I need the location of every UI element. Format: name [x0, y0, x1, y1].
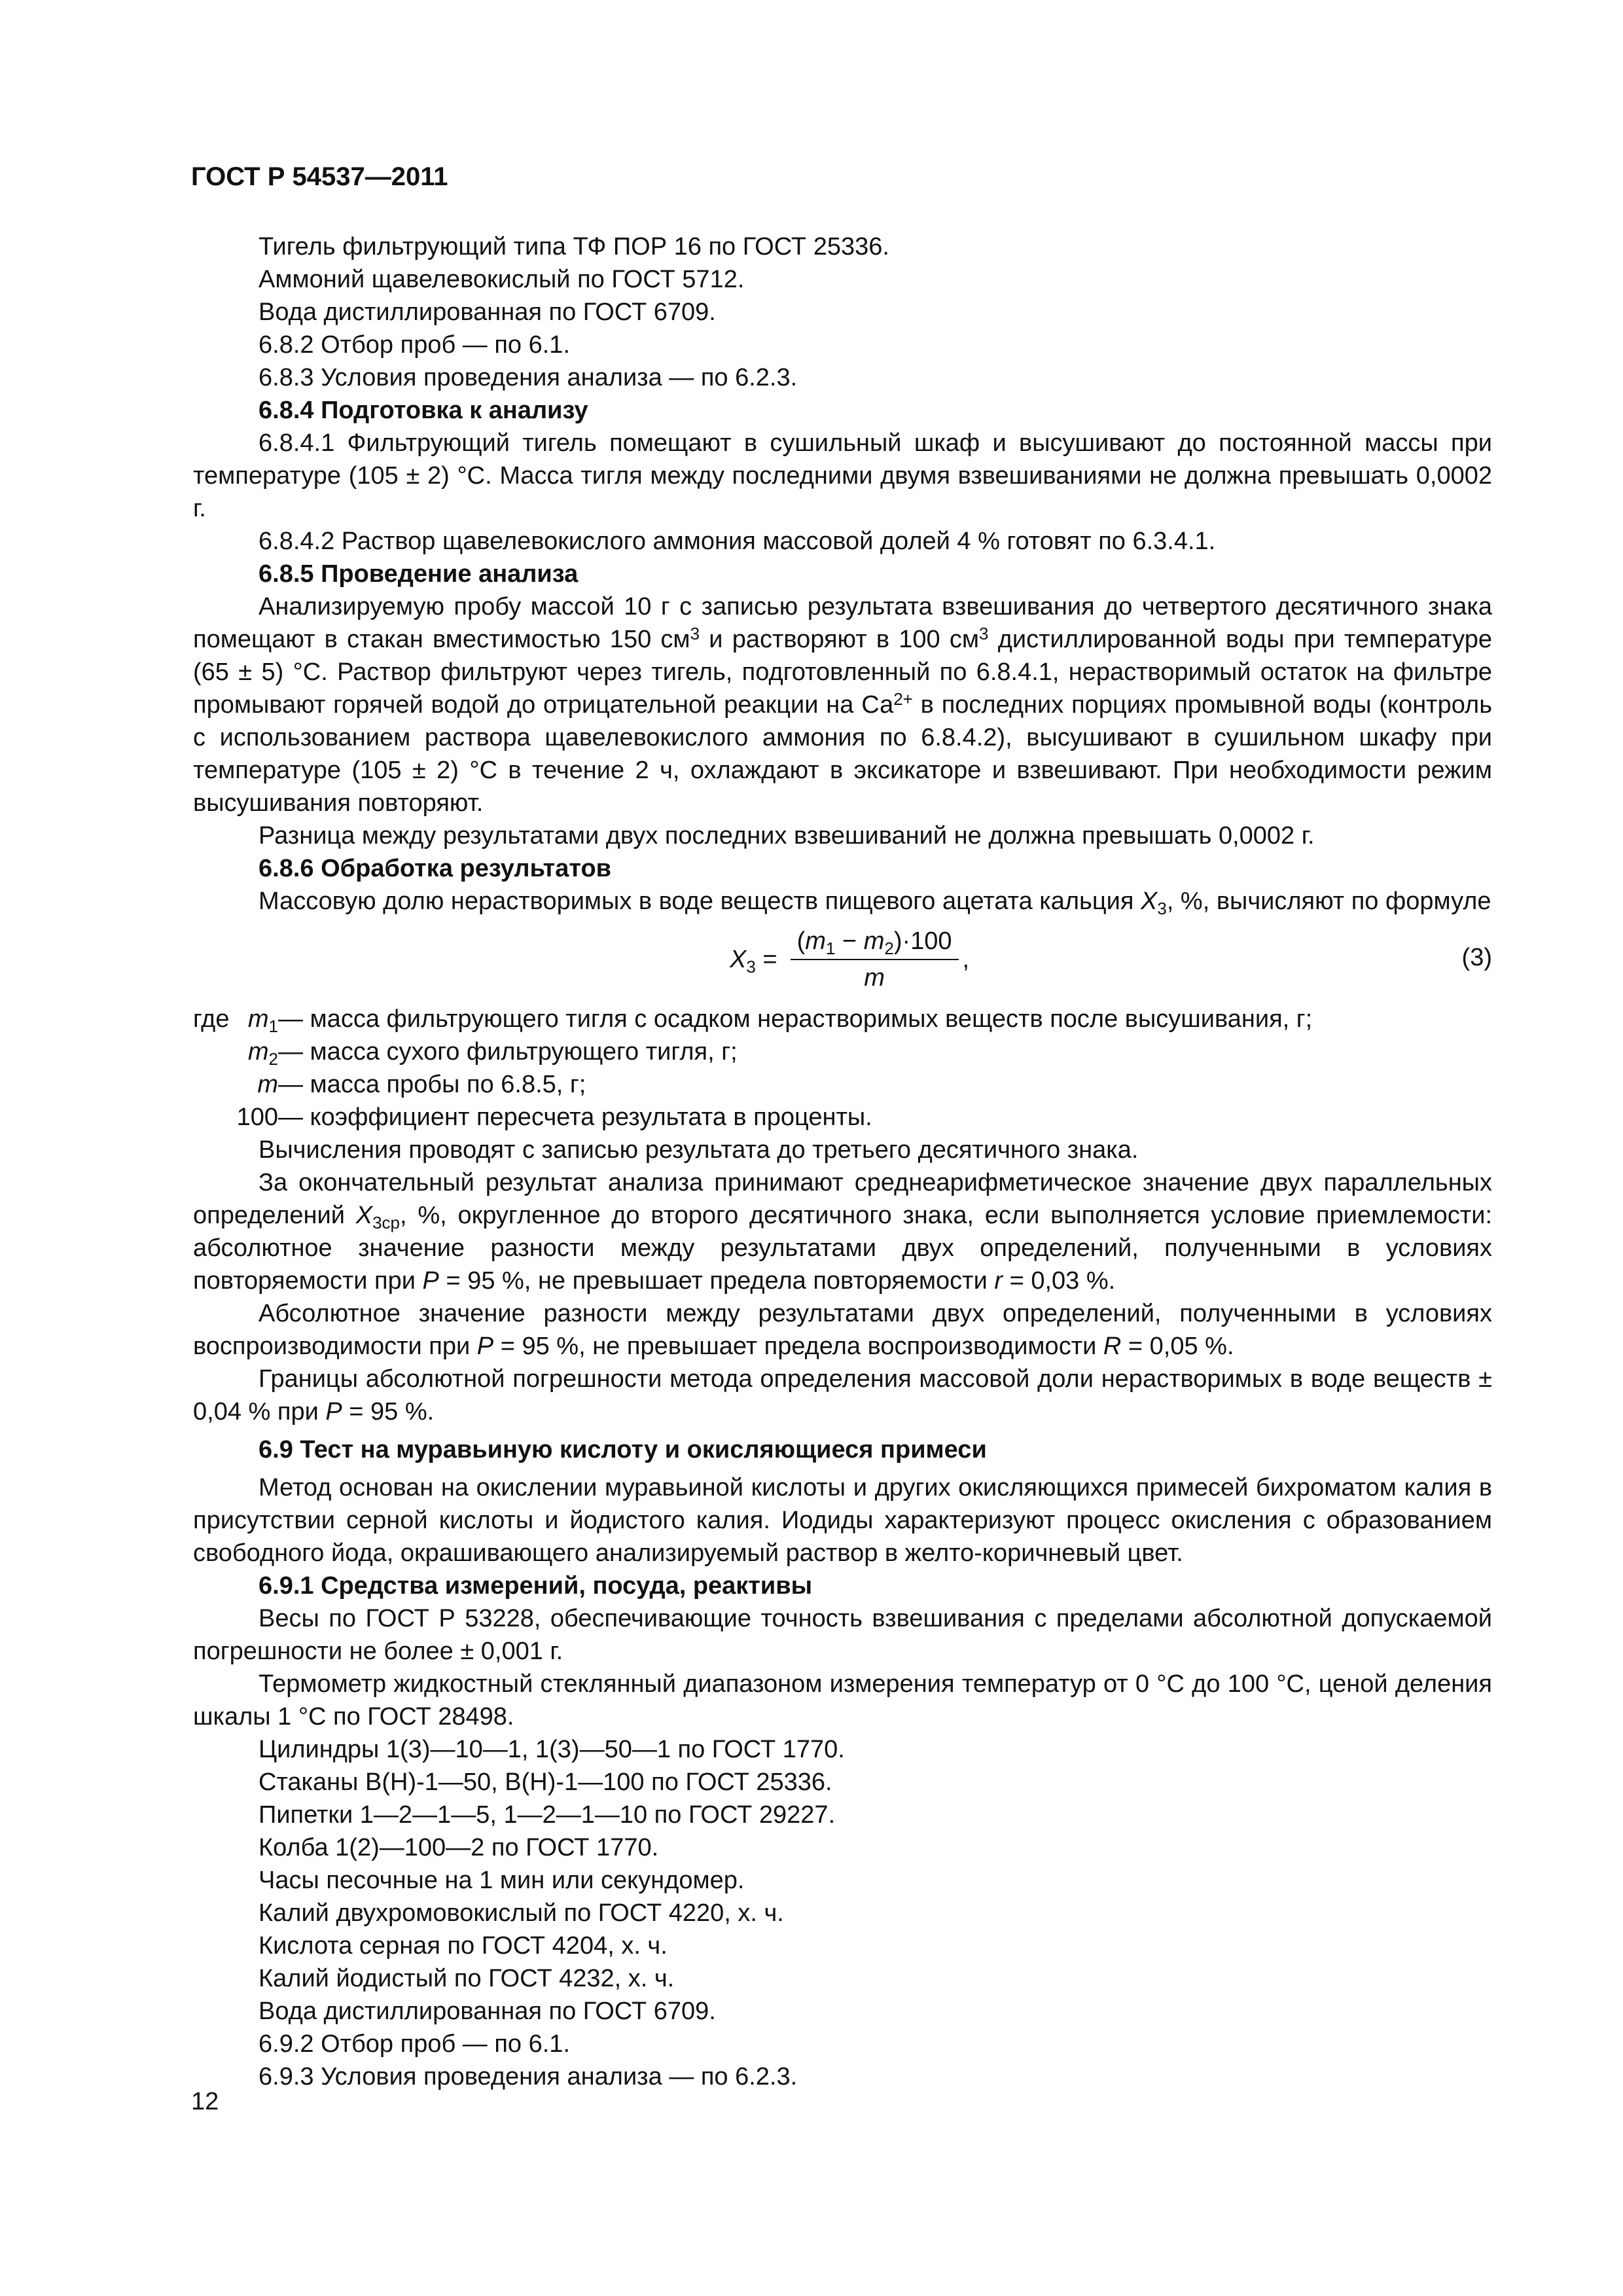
list-item: Стаканы В(Н)-1—50, В(Н)-1—100 по ГОСТ 25336. — [259, 1768, 832, 1796]
list-item: Колба 1(2)—100—2 по ГОСТ 1770. — [259, 1834, 659, 1861]
text-line: 6.8.2 Отбор проб — по 6.1. — [259, 331, 571, 359]
list-item: Вода дистиллированная по ГОСТ 6709. — [259, 1998, 716, 2025]
text-line: Тигель фильтрующий типа ТФ ПОР 16 по ГОСТ 25336. — [259, 233, 889, 260]
section-heading-6-8-5: 6.8.5 Проведение анализа — [259, 560, 579, 588]
list-item: Калий двухромовокислый по ГОСТ 4220, х. ч. — [259, 1899, 784, 1927]
formula-block — [193, 922, 1492, 1000]
paragraph: Весы по ГОСТ Р 53228, обеспечивающие точность взвешивания с пределами абсолютной допускаемой погрешности не более ± 0,001 г. — [193, 1605, 1492, 1665]
paragraph: Анализируемую пробу массой 10 г с записью результата взвешивания до четвертого десятичного знака помещают в стакан вместимостью 150 $см^3$ и растворяют в 100 $см^3$ дистиллированной воды при температуре (65 ± 5) °С. Раствор фильтруют через тигель, подготовленный по 6.8.4.1, нерастворимый остаток на фильтре промывают горячей водой до отрицательной реакции на $Са^{2+}$ в последних порциях промывной воды (контроль с использованием раствора щавелевокислого аммония по 6.8.4.2), высушивают в сушильном шкафу при температуре (105 ± 2) °С в течение 2 ч, охлаждают в эксикаторе и взвешивают. При необходимости режим высушивания повторяют. — [193, 593, 1492, 817]
where-list: где $m_1$ — масса фильтрующего тигля с осадком нерастворимых веществ после высушивания, г; $m_2$ — масса сухого фильтрующего тигля, г; m — масса пробы по 6.8.5, г; 100 — коэффициент пересчета результата в проценты. — [193, 1003, 1492, 1134]
paragraph: Вычисления проводят с записью результата до третьего десятичного знака. — [259, 1136, 1139, 1164]
list-item: 6.9.2 Отбор проб — по 6.1. — [259, 2030, 571, 2058]
paragraph: Термометр жидкостный стеклянный диапазоном измерения температур от 0 °С до 100 °С, ценой деления шкалы 1 °С по ГОСТ 28498. — [193, 1670, 1492, 1731]
list-item: Часы песочные на 1 мин или секундомер. — [259, 1867, 745, 1894]
paragraph: 6.8.4.2 Раствор щавелевокислого аммония массовой долей 4 % готовят по 6.3.4.1. — [259, 528, 1216, 555]
paragraph: За окончательный результат анализа принимают среднеарифметическое значение двух параллельных определений $X_{3ср}$, %, округленное до второго десятичного знака, если выполняется условие приемлемости: абсолютное значение разности между результатами двух определений, полученными в условиях повторяемости при P = 95 %, не превышает предела повторяемости r = 0,03 %. — [193, 1169, 1493, 1295]
text-line: Вода дистиллированная по ГОСТ 6709. — [259, 298, 716, 326]
where-item: m — масса пробы по 6.8.5, г; — [257, 1071, 586, 1098]
page-number: 12 — [191, 2088, 219, 2115]
text-line: 6.8.3 Условия проведения анализа — по 6.2.3. — [259, 364, 798, 391]
paragraph: Разница между результатами двух последних взвешиваний не должна превышать 0,0002 г. — [259, 822, 1315, 850]
paragraph: Границы абсолютной погрешности метода определения массовой доли нерастворимых в воде веществ ± 0,04 % при P = 95 %. — [193, 1365, 1492, 1426]
paragraph: Массовую долю нерастворимых в воде веществ пищевого ацетата кальция $X_3$, %, вычисляют по формуле — [259, 888, 1491, 918]
list-item: Кислота серная по ГОСТ 4204, х. ч. — [259, 1932, 668, 1960]
section-heading-6-8-4: 6.8.4 Подготовка к анализу — [259, 397, 588, 424]
section-heading-6-8-6: 6.8.6 Обработка результатов — [259, 855, 612, 882]
paragraph: Метод основан на окислении муравьиной кислоты и других окисляющихся примесей бихроматом калия в присутствии серной кислоты и йодистого калия. Иодиды характеризуют процесс окисления с образованием свободного йода, окрашивающего анализируемый раствор в желто-коричневый цвет. — [193, 1474, 1492, 1567]
section-heading-6-9: 6.9 Тест на муравьиную кислоту и окисляющиеся примеси — [259, 1436, 987, 1463]
list-item: Калий йодистый по ГОСТ 4232, х. ч. — [259, 1965, 675, 1992]
equation-number: (3) — [1461, 944, 1492, 971]
paragraph: Абсолютное значение разности между результатами двух определений, полученными в условиях воспроизводимости при P = 95 %, не превышает предела воспроизводимости R = 0,05 %. — [193, 1300, 1492, 1360]
section-heading-6-9-1: 6.9.1 Средства измерений, посуда, реактивы — [259, 1572, 813, 1600]
list-item: Пипетки 1—2—1—5, 1—2—1—10 по ГОСТ 29227. — [259, 1801, 836, 1829]
list-item: Цилиндры 1(3)—10—1, 1(3)—50—1 по ГОСТ 1770. — [259, 1736, 845, 1763]
list-item: 6.9.3 Условия проведения анализа — по 6.2.3. — [259, 2063, 798, 2090]
formula-fraction: $\frac{(m_1 - m_2)\cdot 100}{m}$ — [791, 926, 959, 993]
text-line: Аммоний щавелевокислый по ГОСТ 5712. — [259, 266, 745, 293]
where-item: 100 — коэффициент пересчета результата в проценты. — [236, 1103, 872, 1131]
formula: $X_3$ = $\frac{(m_1 - m_2)\cdot 100}{m}$ , — [730, 927, 970, 992]
page-body — [193, 230, 1492, 2093]
where-item: $m_2$ — масса сухого фильтрующего тигля, г; — [247, 1038, 738, 1069]
where-item: $m_1$ — масса фильтрующего тигля с осадком нерастворимых веществ после высушивания, г; — [247, 1005, 1313, 1036]
paragraph: 6.8.4.1 Фильтрующий тигель помещают в сушильный шкаф и высушивают до постоянной массы при температуре (105 ± 2) °С. Масса тигля между последними двумя взвешиваниями не должна превышать 0,0002 г. — [193, 429, 1492, 522]
document-header: ГОСТ Р 54537—2011 — [191, 162, 448, 191]
